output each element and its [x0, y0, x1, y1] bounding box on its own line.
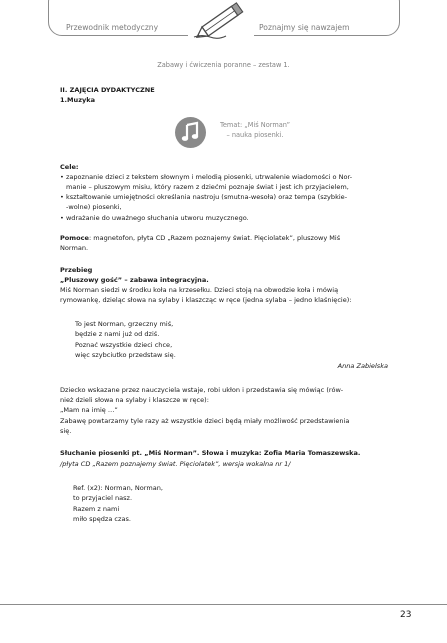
poem-author: Anna Zabielska — [337, 362, 388, 370]
theme-line: – nauka piosenki. — [226, 130, 284, 139]
aids-line — [60, 234, 340, 244]
course-line: Miś Norman siedzi w środku koła na krzesełku. Dzieci stoją na obwodzie koła i mówią — [60, 286, 339, 294]
activity-line: „Mam na imię …” — [60, 406, 118, 414]
poem-line: więc szybciutko przedstaw się. — [75, 351, 176, 359]
aids-text: : magnetofon, płyta CD „Razem poznajemy świat. Pięciolatek”, pluszowy Miś — [88, 234, 341, 242]
course-label: Przebieg — [60, 266, 93, 274]
page-subtitle: Zabawy i ćwiczenia poranne – zestaw 1. — [157, 61, 290, 69]
goal-line: • wdrażanie do uważnego słuchania utworu muzycznego. — [60, 214, 249, 222]
poem-line: Poznać wszystkie dzieci chce, — [75, 341, 173, 349]
activity-line: Zabawę powtarzamy tyle razy aż wszystkie dzieci będą miały możliwość przedstawienia — [60, 417, 350, 425]
course-line: rymowankę, dzieląc słowa na sylaby i klaszcząc w ręce (jedna sylaba – jedno klaśnięcie): — [60, 296, 352, 304]
poem-line: będzie z nami już od dziś. — [75, 330, 160, 338]
pencil-icon — [188, 0, 254, 42]
poem-line: To jest Norman, grzeczny miś, — [75, 320, 174, 328]
song-line: to przyjaciel nasz. — [73, 494, 133, 502]
goals-label: Cele: — [60, 163, 79, 171]
header-left-title: Przewodnik metodyczny — [66, 23, 159, 32]
goal-line: manie – pluszowym misiu, który razem z dziećmi poznaje świat i jest ich przyjacielem, — [66, 183, 349, 191]
goal-line: -wolne) piosenki, — [66, 203, 122, 211]
aids-line: Norman. — [60, 244, 89, 252]
song-line: miło spędza czas. — [73, 515, 131, 523]
footer-divider — [0, 604, 447, 605]
game-title: „Pluszowy gość” – zabawa integracyjna. — [60, 276, 209, 284]
header-right-title: Poznajmy się nawzajem — [259, 23, 350, 32]
aids-label: Pomoce — [60, 234, 89, 242]
section-subtitle: 1.Muzyka — [60, 96, 96, 104]
activity-line: nież dzieli słowa na sylaby i klaszcze w ręce): — [60, 396, 209, 404]
song-source: /płyta CD „Razem poznajemy świat. Pięciolatek”, wersja wokalna nr 1/ — [60, 460, 291, 468]
song-line: Razem z nami — [73, 505, 120, 513]
activity-line: Dziecko wskazane przez nauczyciela wstaje, robi ukłon i przedstawia się mówiąc (rów- — [60, 386, 344, 394]
goal-line: • zapoznanie dzieci z tekstem słownym i melodią piosenki, utrwalenie wiadomości o Nor- — [60, 173, 353, 181]
page-number: 23 — [400, 610, 412, 620]
song-line: Ref. (x2): Norman, Norman, — [73, 484, 163, 492]
activity-line: się. — [60, 427, 72, 435]
goal-line: • kształtowanie umiejętności określania nastroju (smutna-wesoła) oraz tempa (szybkie- — [60, 193, 348, 201]
theme-line: Temat: „Miś Norman” — [219, 121, 291, 129]
song-title: Słuchanie piosenki pt. „Miś Norman”. Słowa i muzyka: Zofia Maria Tomaszewska. — [60, 449, 361, 457]
section-title: II. ZAJĘCIA DYDAKTYCZNE — [60, 86, 155, 94]
music-note-icon — [175, 117, 206, 148]
lesson-theme — [210, 121, 300, 140]
